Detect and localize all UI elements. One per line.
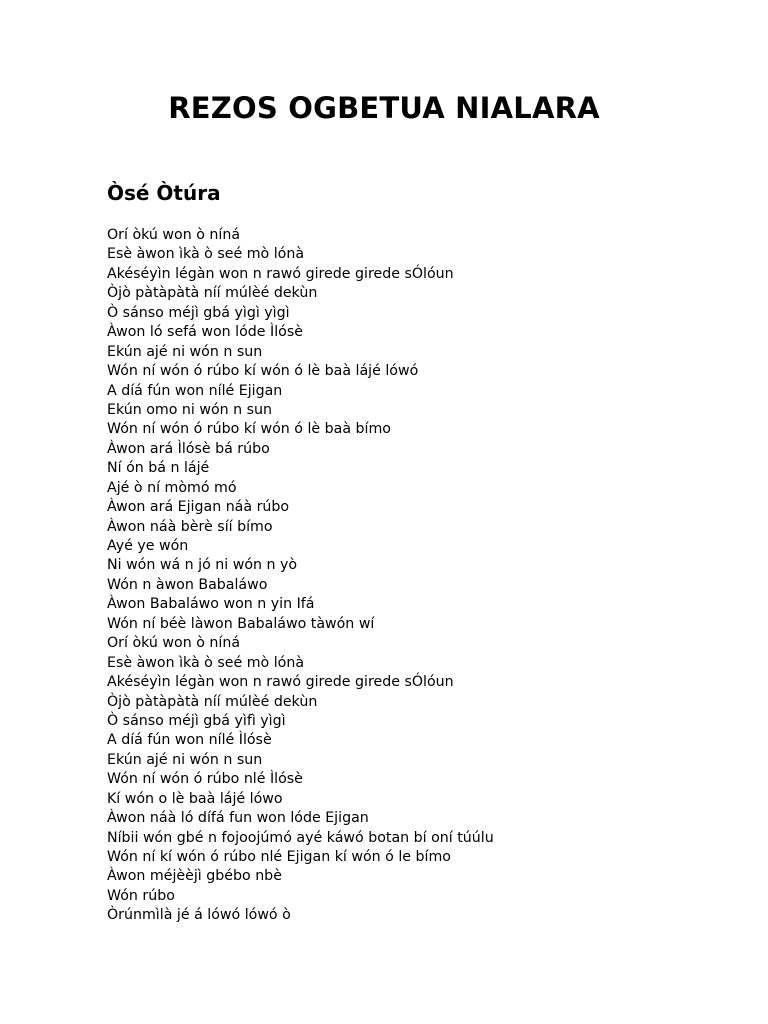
verse-line: Esè àwon ìkà ò seé mò lónà xyxy=(107,246,305,263)
verse-line: Ekún ajé ni wón n sun xyxy=(107,343,263,360)
verse-line: Àwon ará Ìlósè bá rúbo xyxy=(107,440,270,457)
verse-line: Wón ní kí wón ó rúbo nlé Ejigan kí wón ó le bímo xyxy=(107,849,451,865)
verse-line: Wón n àwon Babaláwo xyxy=(107,576,268,593)
verse-line: Wón ní wón ó rúbo kí wón ó lè baà bímo xyxy=(107,421,391,438)
verse-line: Orí òkú won ò níná xyxy=(107,635,241,652)
verse-line: Akéséyìn légàn won n rawó girede girede sÓlóun xyxy=(107,674,454,691)
verse-line: Ni wón wá n jó ni wón n yò xyxy=(107,557,298,574)
verse-line: Àwon méjèèjì gbébo nbè xyxy=(107,868,282,885)
verse-line: Òrúnmìlà jé á lówó lówó ò xyxy=(107,907,291,924)
verse-line: Àwon náà ló dífá fun won lóde Ejigan xyxy=(107,810,369,827)
verse-line: Orí òkú won ò níná xyxy=(107,227,241,243)
verse-lines xyxy=(107,226,667,926)
section-heading: Òsé Òtúra xyxy=(107,181,221,205)
verse-line: Àwon Babaláwo won n yin Ifá xyxy=(107,596,315,613)
verse-line: Ayé ye wón xyxy=(107,538,189,554)
verse-line: Òjò pàtàpàtà níí múlèé dekùn xyxy=(107,693,318,710)
verse-line: Ajé ò ní mòmó mó xyxy=(107,479,237,496)
verse-line: Akéséyìn légàn won n rawó girede girede sÓlóun xyxy=(107,265,454,282)
verse-line: Àwon ló sefá won lóde Ìlósè xyxy=(107,324,303,341)
page-title: REZOS OGBETUA NIALARA xyxy=(168,91,600,125)
verse-line: Kí wón o lè baà lájé lówo xyxy=(107,790,283,807)
verse-line: Wón ní wón ó rúbo kí wón ó lè baà lájé lówó xyxy=(107,363,419,380)
verse-line: Wón ní wón ó rúbo nlé Ìlósè xyxy=(107,771,303,788)
verse-line: Àwon ará Ejigan náà rúbo xyxy=(107,499,290,516)
verse-line: Ò sánso méjì gbá yìfì yìgì xyxy=(107,712,286,729)
verse-line: Àwon náà bèrè síí bímo xyxy=(107,518,273,535)
verse-line: Wón ní béè làwon Babaláwo tàwón wí xyxy=(107,615,375,632)
verse-line: A díá fún won nílé Ìlósè xyxy=(107,732,272,749)
verse-line: Wón rúbo xyxy=(107,887,175,904)
verse-line: Ò sánso méjì gbá yìgì yìgì xyxy=(107,304,290,321)
verse-line: Esè àwon ìkà ò seé mò lónà xyxy=(107,654,305,671)
verse-line: Ekún omo ni wón n sun xyxy=(107,401,273,418)
verse-line: Níbii wón gbé n fojoojúmó ayé káwó botan bí oní túúlu xyxy=(107,829,494,846)
verse-line: Ekún ajé ni wón n sun xyxy=(107,751,263,768)
verse-line: Ní ón bá n lájé xyxy=(107,460,210,477)
verse-line: A díá fún won nílé Ejigan xyxy=(107,382,283,399)
verse-line: Òjò pàtàpàtà níí múlèé dekùn xyxy=(107,285,318,302)
